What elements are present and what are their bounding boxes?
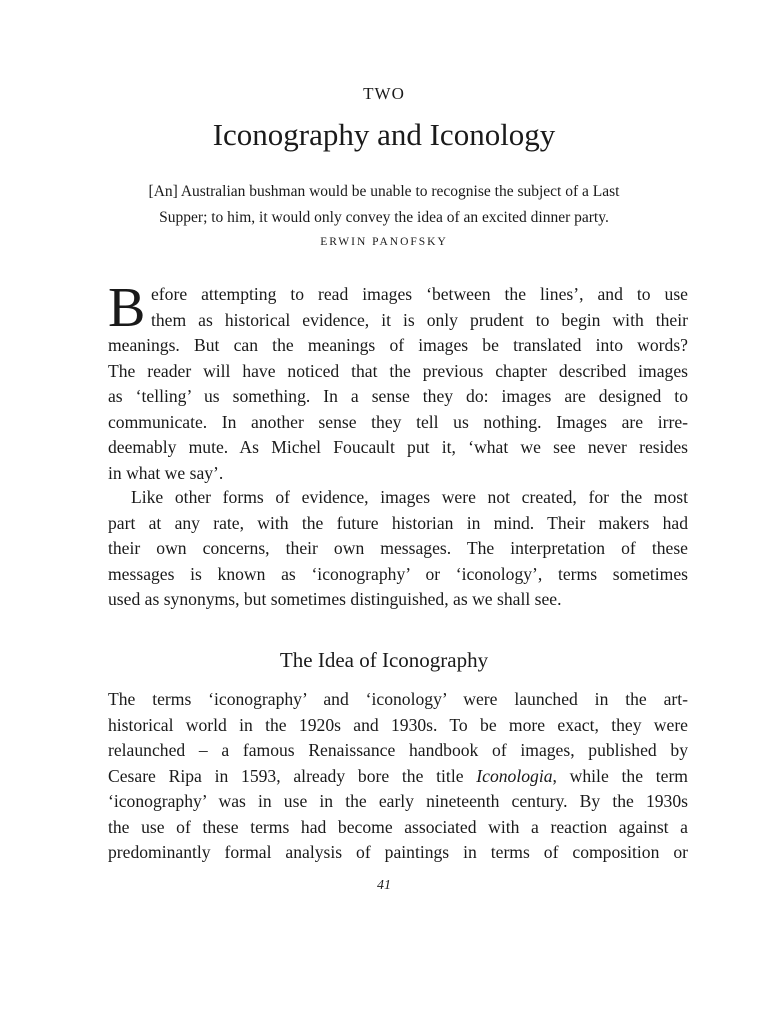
- paragraph-line: as ‘telling’ us something. In a sense they do: images are designed to: [108, 386, 688, 406]
- paragraph-line: Like other forms of evidence, images were not created, for the most: [131, 487, 688, 507]
- paragraph-line: messages is known as ‘iconography’ or ‘iconology’, terms sometimes: [108, 563, 688, 584]
- paragraph-line: the use of these terms had become associated with a reaction against a: [108, 816, 688, 837]
- book-title-italic: Iconologia: [476, 765, 553, 786]
- paragraph-line: in what we say’.: [108, 462, 224, 483]
- paragraph-line: part at any rate, with the future historian in mind. Their makers had: [108, 512, 688, 533]
- line-text: Cesare Ripa in 1593, already bore the title: [108, 765, 477, 786]
- section-heading: The Idea of Iconography: [279, 648, 489, 672]
- paragraph-line: their own concerns, their own messages. The interpretation of these: [108, 538, 688, 558]
- epigraph-line: [An] Australian bushman would be unable to recognise the subject of a Last: [148, 183, 620, 200]
- paragraph-line: used as synonyms, but sometimes distinguished, as we shall see.: [108, 589, 562, 609]
- chapter-title: Iconography and Iconology: [212, 117, 556, 152]
- line-text: , while the term: [552, 765, 688, 786]
- epigraph-line: Supper; to him, it would only convey the idea of an excited dinner party.: [159, 208, 609, 226]
- chapter-number: TWO: [363, 84, 405, 103]
- epigraph-author: ERWIN PANOFSKY: [320, 236, 448, 248]
- paragraph-line: historical world in the 1920s and 1930s. To be more exact, they were: [108, 714, 688, 735]
- paragraph-2: [108, 485, 688, 613]
- paragraph-line: ‘iconography’ was in use in the early nineteenth century. By the 1930s: [108, 791, 688, 811]
- paragraph-line: predominantly formal analysis of paintings in terms of composition or: [108, 842, 688, 862]
- page-number: 41: [377, 878, 391, 893]
- drop-cap: B: [108, 277, 146, 339]
- paragraph-line: relaunched – a famous Renaissance handbook of images, published by: [108, 740, 688, 760]
- paragraph-3: [108, 687, 688, 866]
- epigraph-quote: [108, 180, 660, 231]
- paragraph-line: The reader will have noticed that the previous chapter described images: [108, 360, 688, 381]
- paragraph-line: The terms ‘iconography’ and ‘iconology’ were launched in the art-: [108, 689, 688, 709]
- paragraph-line: deemably mute. As Michel Foucault put it, ‘what we see never resides: [108, 437, 688, 457]
- paragraph-line: them as historical evidence, it is only prudent to begin with their: [151, 309, 688, 330]
- paragraph-line: meanings. But can the meanings of images be translated into words?: [108, 335, 688, 355]
- paragraph-line: [108, 764, 688, 790]
- paragraph-1: [108, 277, 688, 486]
- paragraph-line: communicate. In another sense they tell us nothing. Images are irre-: [108, 411, 688, 432]
- paragraph-line: efore attempting to read images ‘between the lines’, and to use: [151, 284, 688, 304]
